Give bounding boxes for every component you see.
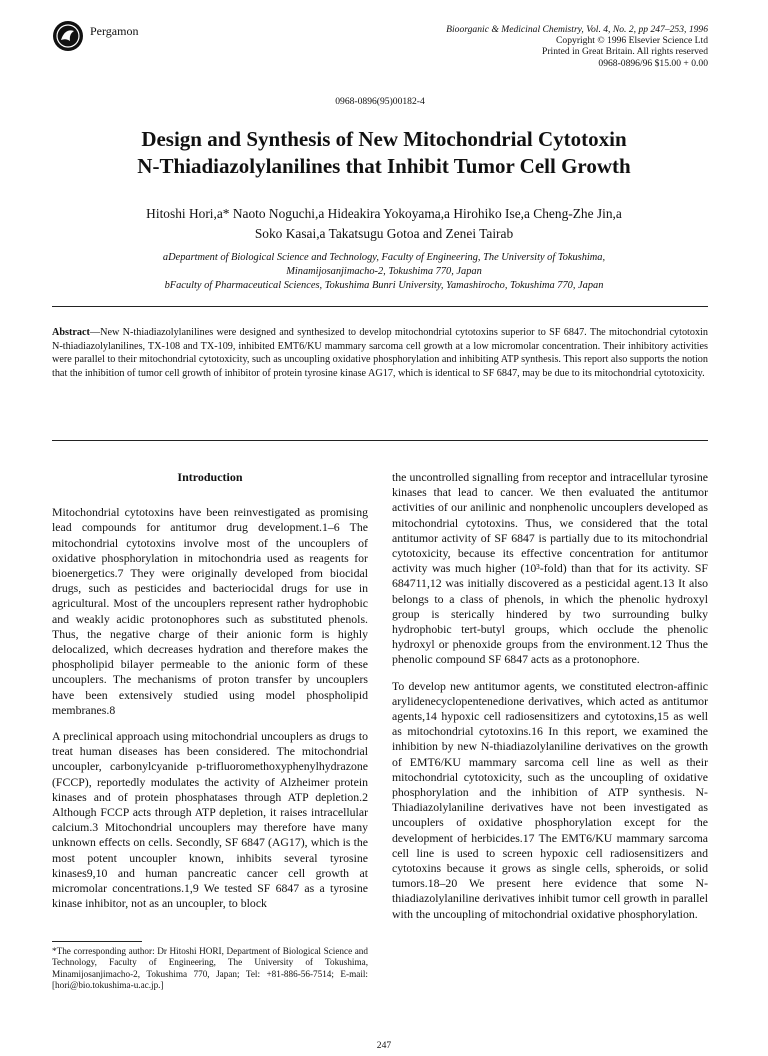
abstract-text: —New N-thiadiazolylanilines were designed and synthesized to develop mitochondrial cytotoxins superior to SF 6847. The mitochondrial cytotoxin N-thiadiazolylanilines, TX-108 and TX-109, inhibited EMT6/KU mammary sarcoma cell growth at a low micromolar concentration. Their inhibitory activities were parallel to their mitochondrial cytotoxicity, such as uncoupling oxidative phosphorylation and inhibiting ATP synthesis. This report also supports the notion that the inhibition of tumor cell growth of inhibitor of protein tyrosine kinase AG17, which is identical to SF 6847, may be due to its mitochondrial cytotoxicity. xyxy=(52,327,708,379)
issn-price: 0968-0896/96 $15.00 + 0.00 xyxy=(598,57,708,69)
journal-citation: Bioorganic & Medicinal Chemistry, Vol. 4, No. 2, pp 247–253, 1996 xyxy=(446,24,708,35)
paragraph: To develop new antitumor agents, we constituted electron-affinic arylidenecyclopentenedione derivatives, which acted as antitumor agents,14 hypoxic cell radiosensitizers and cytotoxins,15 as well as mitochondrial cytotoxins.16 In this report, we examined the inhibition by new N-thiadiazolylaniline derivatives on the growth of EMT6/KU mammary sarcoma cell line as well as their mitochondrial cytotoxicity, such as the uncoupling of oxidative phosphorylation and the inhibition of ATP synthesis. N-Thiadiazolylaniline derivatives have not been investigated as uncouplers of oxidative phosphorylation except for the development of herbicides.17 The EMT6/KU mammary sarcoma cell line is used to screen hypoxic cell radiosensitizers and cytotoxins because it grows as single cells, spheroids, or solid tumors.18–20 We present here evidence that some N-thiadiazolylaniline derivatives inhibit tumor cell growth in parallel with the uncoupling of mitochondrial oxidative phosphorylation. xyxy=(392,678,708,921)
corresponding-author-footnote: *The corresponding author: Dr Hitoshi HORI, Department of Biological Science and Technology, Faculty of Engineering, The University of Tokushima, Minamijosanjimacho-2, Tokushima 770, Japan; Tel: +81-886-56-7514; E-mail: [hori@bio.tokushima-u.ac.jp.] xyxy=(52,946,368,991)
authors-line-2: Soko Kasai,a Takatsugu Gotoa and Zenei Tairab xyxy=(254,226,514,241)
affiliation-a-line-1: aDepartment of Biological Science and Technology, Faculty of Engineering, The University of Tokushima, xyxy=(162,252,606,263)
printed-line: Printed in Great Britain. All rights reserved xyxy=(542,46,708,58)
author-list xyxy=(60,204,708,244)
title-line-1: Design and Synthesis of New Mitochondrial Cytotoxin xyxy=(141,127,627,151)
copyright-line: Copyright © 1996 Elsevier Science Ltd xyxy=(556,35,708,47)
footnote-rule xyxy=(52,941,142,942)
title-line-2: N-Thiadiazolylanilines that Inhibit Tumor Cell Growth xyxy=(137,154,631,178)
abstract xyxy=(52,326,708,380)
abstract-label: Abstract xyxy=(52,327,90,338)
paragraph: A preclinical approach using mitochondrial uncouplers as drugs to treat human diseases has been considered. The mitochondrial uncoupler, carbonylcyanide p-trifluoromethoxyphenylhydrazone (FCCP), reportedly modulates the activity of Alzheimer protein kinases and of protein phosphatases through ATP depletion.2 Although FCCP acts through ATP depletion, it raises intracellular calcium.3 Mitochondrial uncouplers may therefore have many unknown effects on cells. Secondly, SF 6847 (AG17), which is the most potent uncoupler known, inhibits several tyrosine kinases9,10 and human pancreatic cancer cell growth at micromolar concentrations.1,9 We tested SF 6847 as a tyrosine kinase inhibitor, not as an uncoupler, to block xyxy=(52,729,368,911)
publisher-name: Pergamon xyxy=(90,24,139,38)
paragraph: the uncontrolled signalling from receptor and intracellular tyrosine kinases that lead to cancer. We then evaluated the antitumor activities of our anilinic and nonphenolic uncouplers developed as mitochondrial cytotoxins. Thus, we considered that the total antitumor activity of SF 6847 is partially due to its mitochondrial cytotoxicity, because its effective concentration for antitumor activity was much higher (10³-fold) than that for its activity. SF 684711,12 was initially discovered as a pesticidal agent.13 It also belongs to a class of phenols, in which the phenolic hydroxyl group is sterically hindered by two surrounding bulky hydrophobic tert-butyl groups, which occlude the phenolic hydroxyl or phenoxide groups from the environment.12 Thus the phenolic compound SF 6847 acts as a protonophore. xyxy=(392,470,708,667)
page-number: 247 xyxy=(376,1040,392,1051)
affiliations xyxy=(60,251,708,293)
introduction-heading: Introduction xyxy=(177,470,243,484)
affiliation-b: bFaculty of Pharmaceutical Sciences, Tokushima Bunri University, Yamashirocho, Tokushima 770, Japan xyxy=(164,280,604,291)
paragraph: Mitochondrial cytotoxins have been reinvestigated as promising lead compounds for antitumor drug development.1–6 The mitochondrial cytotoxins involve most of the uncouplers of oxidative phosphorylation in mitochondria used as reagents for bioenergetics.7 They were originally developed from biocidal drugs, such as pesticides and bacteriocidal drugs for use in agricultural. Most of the uncouplers represent rather hydrophobic and weakly acidic protonophores such as substituted phenols. Thus, the negative charge of their anionic form is highly delocalized, which decreases hydration and therefore makes the phospholipid bilayer permeable to the anionic form of these uncouplers. The mechanisms of proton transfer by uncouplers have been extensively studied using model phospholipid membranes.8 xyxy=(52,505,368,717)
abstract-top-rule xyxy=(52,306,708,307)
paper-title xyxy=(70,126,698,180)
affiliation-a-line-2: Minamijosanjimacho-2, Tokushima 770, Japan xyxy=(286,266,482,277)
page-header xyxy=(52,12,708,107)
doi-code: 0968-0896(95)00182-4 xyxy=(335,96,425,107)
journal-info xyxy=(446,24,708,69)
pergamon-logo-icon xyxy=(52,20,84,52)
right-column xyxy=(392,470,708,933)
authors-line-1: Hitoshi Hori,a* Naoto Noguchi,a Hideakira Yokoyama,a Hirohiko Ise,a Cheng-Zhe Jin,a xyxy=(146,206,622,221)
abstract-bottom-rule xyxy=(52,440,708,441)
left-column xyxy=(52,470,368,922)
